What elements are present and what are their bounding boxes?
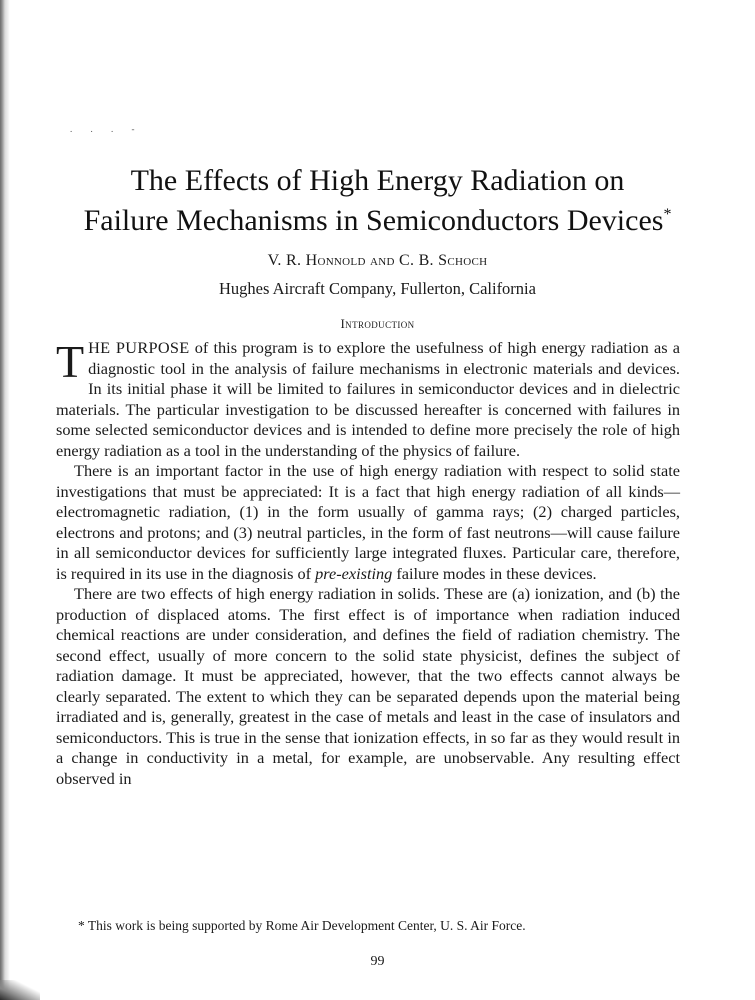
paragraph-2-text-a: There is an important factor in the use of high energy radiation with respect to solid state investigations that must be appreciated: It is a fact that high energy radiation of all kinds—electromagnetic radiation, (1) in the form usually of gamma rays; (2) charged particles, electrons and protons; and (3) neutral particles, in the form of fast neutrons—will cause failure in all semiconductor devices for sufficiently large integrated fluxes. Particular care, therefore, is required in its use in the diagnosis of bbox=[56, 461, 680, 583]
authors: V. R. Honnold and C. B. Schoch bbox=[267, 252, 488, 269]
footnote: * This work is being supported by Rome Air Development Center, U. S. Air Force. bbox=[78, 918, 526, 933]
section-heading-introduction: Introduction bbox=[340, 316, 415, 331]
page-number: 99 bbox=[370, 954, 385, 969]
paragraph-1-lead: HE PURPOSE bbox=[88, 338, 190, 357]
paragraph-3: There are two effects of high energy radiation in solids. These are (a) ionization, and (b) the production of displaced atoms. The first effect is of importance when radiation induced chemical reactions are under consideration, and defines the field of radiation chemistry. The second effect, usually of more concern to the solid state physicist, defines the subject of radiation damage. It must be appreciated, however, that the two effects cannot always be clearly separated. The extent to which they can be separated depends upon the material being irradiated and is, generally, greatest in the case of metals and least in the case of insulators and semiconductors. This is true in the sense that ionization effects, in so far as they would result in a change in conductivity in a metal, for example, are unobservable. Any resulting effect observed in bbox=[56, 584, 680, 788]
title-line-1: The Effects of High Energy Radiation on bbox=[130, 164, 625, 197]
title-footnote-marker: * bbox=[663, 206, 672, 223]
title-line-2 bbox=[0, 198, 755, 238]
title-line-2-text: Failure Mechanisms in Semiconductors Devices bbox=[83, 204, 664, 237]
drop-cap: T bbox=[56, 336, 85, 387]
scanned-page-corner-shadow bbox=[0, 980, 40, 1000]
paragraph-1-text: of this program is to explore the usefulness of high energy radiation as a diagnostic tool in the analysis of failure mechanisms in electronic materials and devices. In its initial phase it will be limited to failures in semiconductor devices and in dielectric materials. The particular investigation to be discussed hereafter is concerned with failures in some selected semiconductor devices and is intended to define more precisely the role of high energy radiation as a tool in the understanding of the physics of failure. bbox=[56, 338, 680, 460]
scanned-page-edge-shadow bbox=[0, 0, 10, 1000]
affiliation: Hughes Aircraft Company, Fullerton, California bbox=[219, 279, 536, 298]
paragraph-2-italic: pre-existing bbox=[315, 563, 393, 583]
stray-scan-marks: . . . - bbox=[70, 124, 143, 134]
body-text bbox=[56, 338, 680, 789]
paragraph-1 bbox=[56, 338, 680, 461]
paper-title bbox=[0, 164, 755, 238]
paragraph-2-text-b: failure modes in these devices. bbox=[392, 563, 597, 583]
paragraph-2 bbox=[56, 461, 680, 584]
